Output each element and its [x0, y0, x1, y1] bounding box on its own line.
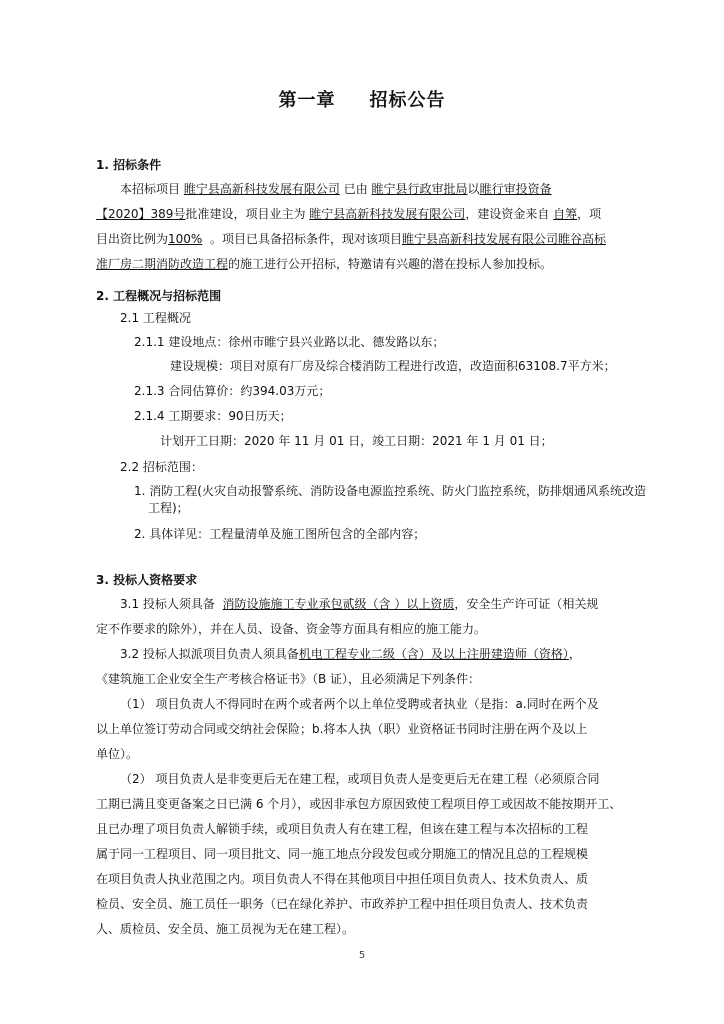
- s3-c2-line-1: （2） 项目负责人是非变更后无在建工程，或项目负责人是变更后无在建工程（必须原合同: [120, 772, 600, 786]
- s1-line-4: 准厂房二期消防改造工程的施工进行公开招标，特邀请有兴趣的潜在投标人参加投标。: [96, 257, 553, 271]
- s1-line-2: 【2020】389号批准建设，项目业主为 睢宁县高新科技发展有限公司，建设资金来自 自筹，项: [96, 207, 602, 221]
- s3-c1-line-2: 以上单位签订劳动合同或交纳社会保险；b.将本人执（职）业资格证书同时注册在两个及以上: [96, 722, 588, 736]
- s2-scale: 建设规模：项目对原有厂房及综合楼消防工程进行改造，改造面积63108.7平方米；: [170, 359, 616, 373]
- s3-c2-line-7: 人、质检员、安全员、施工员视为无在建工程）。: [96, 922, 355, 936]
- s1-line-1: 本招标项目 睢宁县高新科技发展有限公司 已由 睢宁县行政审批局以睢行审投资备: [120, 182, 552, 196]
- s3-p31-line-2: 定不作要求的除外），并在人员、设备、资金等方面具有相应的施工能力。: [96, 622, 487, 636]
- s3-c2-line-2: 工期已满且变更备案之日已满 6 个月），或因非承包方原因致使工程项目停工或因故不能按期开工、: [96, 797, 622, 811]
- s2-scope-1-cont: 工程)；: [148, 501, 189, 515]
- section-3-heading: 3. 投标人资格要求: [96, 573, 198, 587]
- s3-c1-line-1: （1） 项目负责人不得同时在两个或者两个以上单位受聘或者执业（是指：a.同时在两个及: [120, 697, 599, 711]
- s3-p32-line-1: 3.2 投标人拟派项目负责人须具备机电工程专业二级（含）及以上注册建造师（资格），: [120, 647, 581, 661]
- s2-scope-2: 2. 具体详见：工程量清单及施工图所包含的全部内容；: [134, 527, 426, 541]
- s3-c2-line-5: 在项目负责人执业范围之内。项目负责人不得在其他项目中担任项目负责人、技术负责人、质: [96, 872, 589, 886]
- section-1-heading: 1. 招标条件: [96, 158, 162, 172]
- s2-duration: 2.1.4 工期要求：90日历天；: [134, 409, 292, 423]
- section-2-heading: 2. 工程概况与招标范围: [96, 289, 222, 303]
- s3-p32-line-2: 《建筑施工企业安全生产考核合格证书》（B 证），且必须满足下列条件：: [96, 672, 481, 686]
- chapter-title: 第一章 招标公告: [278, 90, 446, 111]
- s2-location: 2.1.1 建设地点：徐州市睢宁县兴业路以北、德发路以东；: [134, 335, 445, 349]
- s3-c1-line-3: 单位）。: [96, 747, 139, 761]
- s2-sub1: 2.1 工程概况: [120, 311, 191, 325]
- page-number: 5: [358, 950, 366, 961]
- s3-c2-line-6: 检员、安全员、施工员任一职务（已在绿化养护、市政养护工程中担任项目负责人、技术负责: [96, 897, 589, 911]
- s1-line-3: 目出资比例为100% 。项目已具备招标条件，现对该项目睢宁县高新科技发展有限公司睢谷高标: [96, 232, 606, 246]
- s2-scope-1: 1. 消防工程(火灾自动报警系统、消防设备电源监控系统、防火门监控系统，防排烟通风系统改造: [134, 484, 646, 498]
- s2-sub2: 2.2 招标范围：: [120, 460, 203, 474]
- s3-c2-line-3: 且已办理了项目负责人解锁手续，或项目负责人有在建工程，但该在建工程与本次招标的工程: [96, 822, 589, 836]
- s2-estimate: 2.1.3 合同估算价：约394.03万元；: [134, 384, 331, 398]
- s3-c2-line-4: 属于同一工程项目、同一项目批文、同一施工地点分段发包或分期施工的情况且总的工程规模: [96, 847, 589, 861]
- s2-schedule: 计划开工日期：2020 年 11 月 01 日，竣工日期：2021 年 1 月 01 日；: [160, 434, 553, 448]
- s3-p31-line-1: 3.1 投标人须具备 消防设施施工专业承包贰级（含 ）以上资质，安全生产许可证（相关规: [120, 597, 599, 611]
